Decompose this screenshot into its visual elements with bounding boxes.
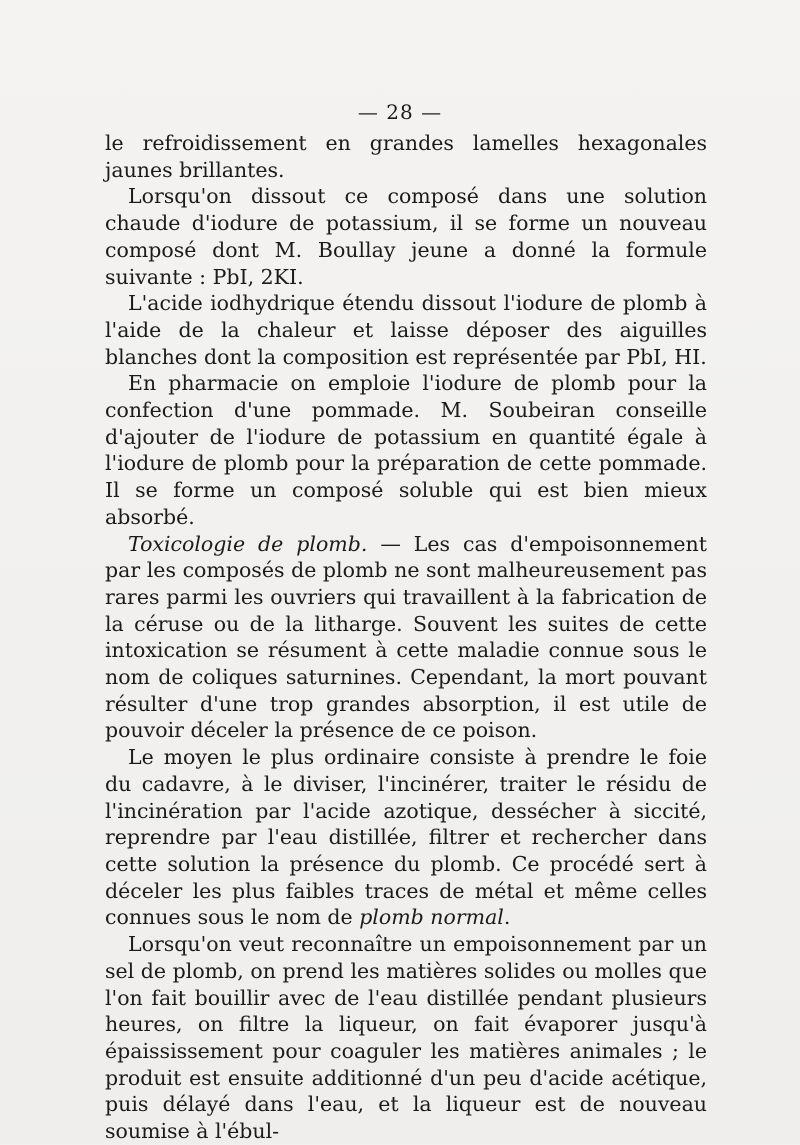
paragraph-4: En pharmacie on emploie l'iodure de plomb pour la confection d'une pommade. M. Soubeiran conseille d'ajouter de l'iodure de potassium en quantité égale à l'iodure de plomb pour la préparation de cette pommade. Il se forme un composé soluble qui est bien mieux absorbé. — [105, 371, 707, 529]
paragraph-6-tail: . — [503, 905, 511, 930]
italic-term: plomb normal — [359, 905, 504, 930]
paragraph-6-text: Le moyen le plus ordinaire consiste à prendre le foie du cadavre, à le diviser, l'incinérer, traiter le résidu de l'incinération par l'acide azotique, dessécher à siccité, reprendre par l'eau distillée, filtrer et rechercher dans cette solution la présence du plomb. Ce procédé sert à déceler les plus faibles traces de métal et même celles connues sous le nom de — [105, 745, 707, 930]
paragraph-1: le refroidissement en grandes lamelles hexagonales jaunes brillantes. — [105, 131, 707, 182]
paragraph-6 — [105, 744, 707, 931]
section-title: Toxicologie de plomb. — [128, 531, 368, 556]
body-text — [105, 130, 707, 1145]
paragraph-5 — [105, 531, 707, 745]
page-number: — 28 — — [357, 100, 443, 124]
paragraph-3: L'acide iodhydrique étendu dissout l'iodure de plomb à l'aide de la chaleur et laisse déposer des aiguilles blanches dont la composition est représentée par PbI, HI. — [105, 291, 707, 369]
paragraph-7: Lorsqu'on veut reconnaître un empoisonnement par un sel de plomb, on prend les matières solides ou molles que l'on fait bouillir avec de l'eau distillée pendant plusieurs heures, on filtre la liqueur, on fait évaporer jusqu'à épaississement pour coaguler les matières animales ; le produit est ensuite additionné d'un peu d'acide acétique, puis délayé dans l'eau, et la liqueur est de nouveau soumise à l'ébul- — [105, 932, 707, 1144]
paragraph-2: Lorsqu'on dissout ce composé dans une solution chaude d'iodure de potassium, il se forme un nouveau composé dont M. Boullay jeune a donné la formule suivante : PbI, 2KI. — [105, 184, 707, 289]
paragraph-5-text: — Les cas d'empoisonnement par les composés de plomb ne sont malheureusement pas rares parmi les ouvriers qui travaillent à la fabrication de la céruse ou de la litharge. Souvent les suites de cette intoxication se résument à cette maladie connue sous le nom de coliques saturnines. Cependant, la mort pouvant résulter d'une trop grandes absorption, il est utile de pouvoir déceler la présence de ce poison. — [105, 531, 707, 743]
